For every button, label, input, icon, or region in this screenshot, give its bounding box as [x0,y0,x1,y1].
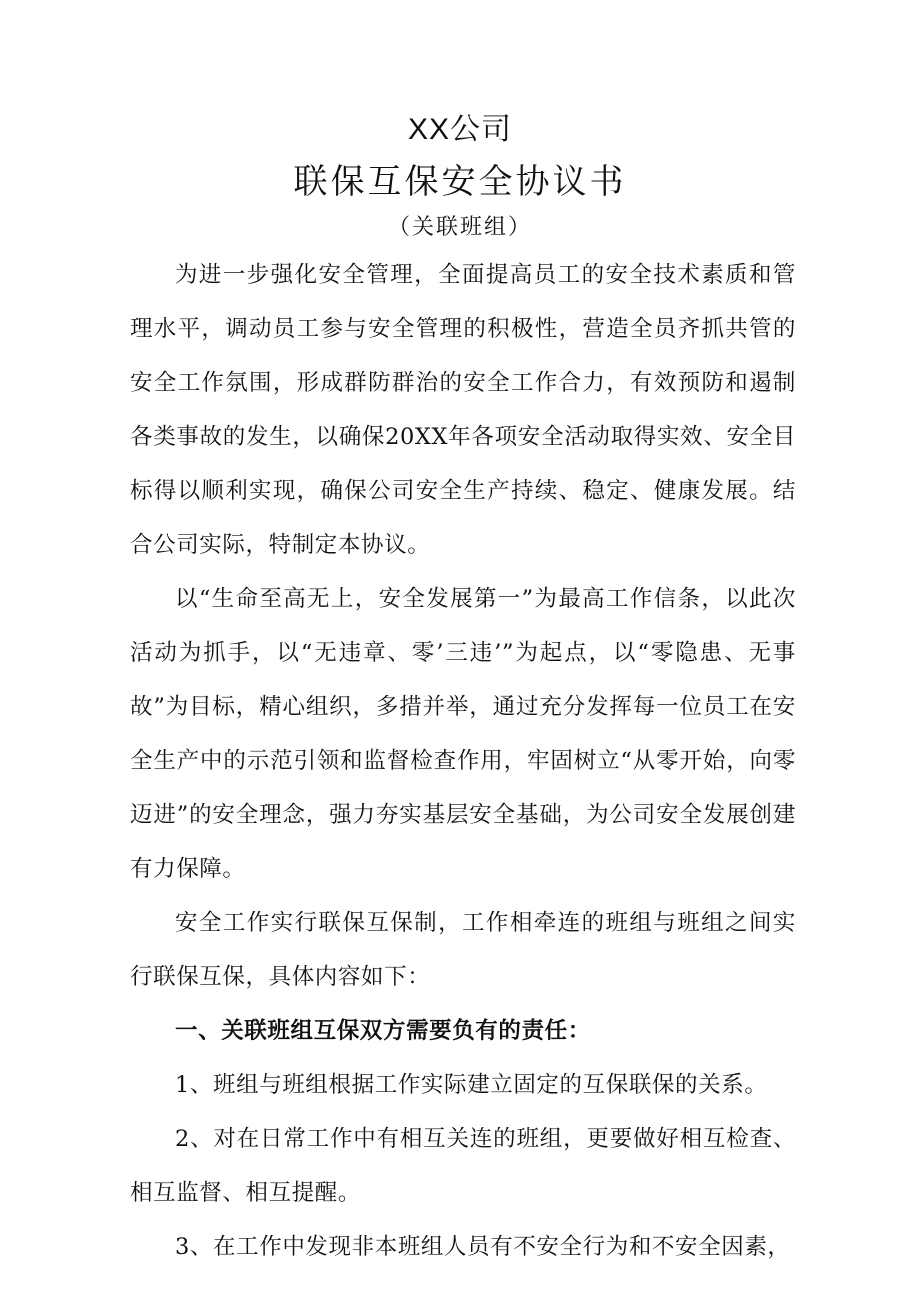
document-body [130,248,796,1274]
document-subtitle: （关联班组） [387,215,532,240]
paragraph-motto: 以“生命至高无上，安全发展第一”为最高工作信条，以此次活动为抓手，以“无违章、零’三违’”为起点，以“零隐患、无事故”为目标，精心组织，多措并举，通过充分发挥每一位员工在安全生产中的示范引领和监督检查作用，牢固树立“从零开始，向零迈进”的安全理念，强力夯实基层安全基础，为公司安全发展创建有力保障。 [130,586,796,882]
list-item-2: 2、对在日常工作中有相互关连的班组，更要做好相互检查、相互监督、相互提醒。 [130,1126,796,1206]
document-title: 联保互保安全协议书 [293,162,627,202]
paragraph-intro: 为进一步强化安全管理，全面提高员工的安全技术素质和管理水平，调动员工参与安全管理的积极性，营造全员齐抓共管的安全工作氛围，形成群防群治的安全工作合力，有效预防和遏制各类事故的发生，以确保20XX年各项安全活动取得实效、安全目标得以顺利实现，确保公司安全生产持续、稳定、健康发展。结合公司实际，特制定本协议。 [130,262,796,558]
list-item-3: 3、在工作中发现非本班组人员有不安全行为和不安全因素， [175,1234,791,1260]
company-name: XX公司 [407,113,513,146]
section-heading-responsibilities: 一、关联班组互保双方需要负有的责任： [175,1018,591,1044]
paragraph-system: 安全工作实行联保互保制，工作相牵连的班组与班组之间实行联保互保，具体内容如下： [130,910,796,990]
list-item-1: 1、班组与班组根据工作实际建立固定的互保联保的关系。 [175,1072,768,1098]
